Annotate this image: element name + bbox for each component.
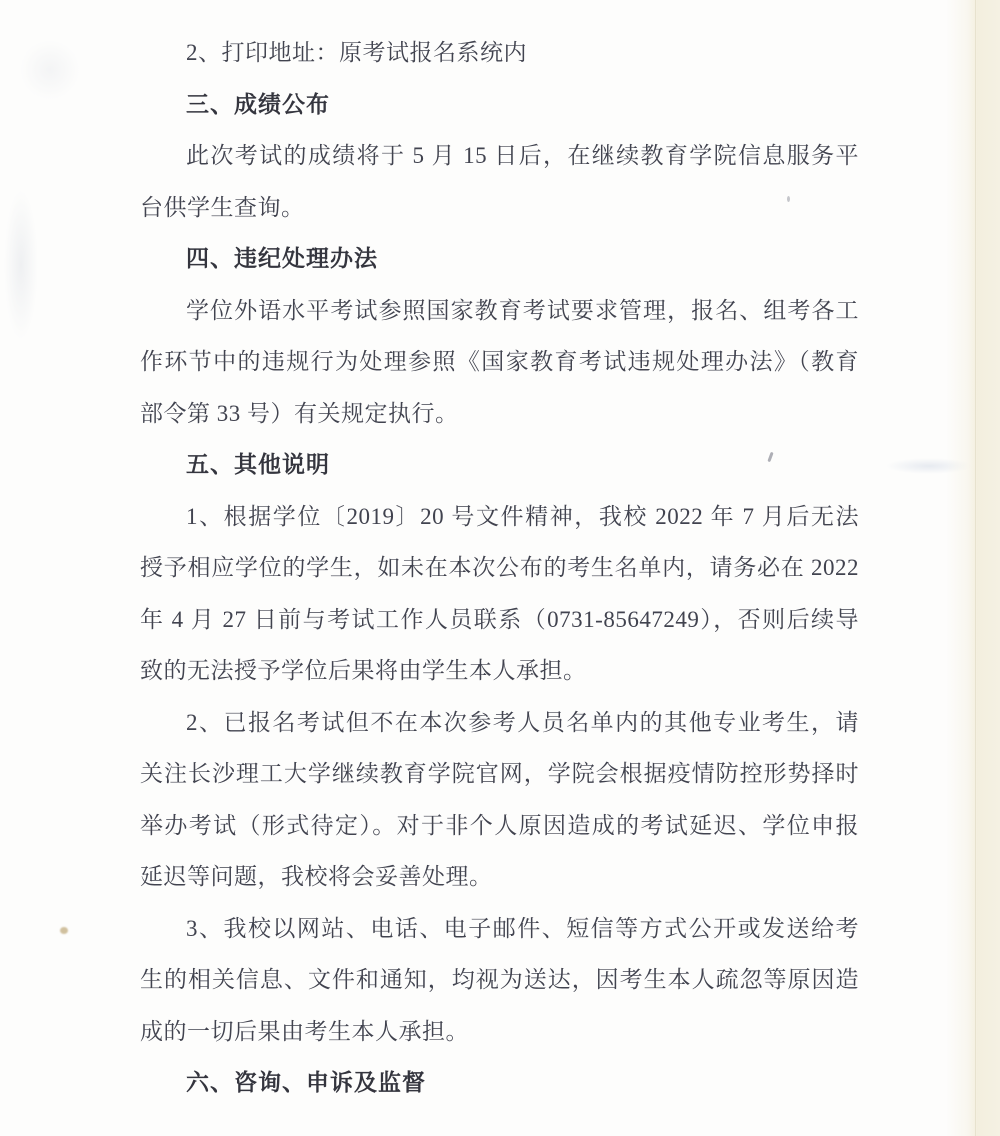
- text-line: 台供学生查询。: [140, 194, 305, 220]
- text-line: 部令第 33 号）有关规定执行。: [140, 400, 459, 426]
- text-line: 2、打印地址：原考试报名系统内: [186, 40, 527, 65]
- paper-edge: [946, 0, 1000, 1136]
- document-text: [140, 27, 859, 1109]
- text-line: 1、根据学位〔2019〕20 号文件精神，我校 2022 年 7 月后无法: [186, 503, 860, 529]
- text-line: 作环节中的违规行为处理参照《国家教育考试违规处理办法》（教育: [140, 349, 859, 374]
- text-line: 3、我校以网站、电话、电子邮件、短信等方式公开或发送给考: [186, 915, 859, 941]
- scan-speck: [60, 927, 68, 934]
- text-line: 关注长沙理工大学继续教育学院官网，学院会根据疫情防控形势择时: [140, 761, 859, 786]
- text-line: 此次考试的成绩将于 5 月 15 日后，在继续教育学院信息服务平: [186, 143, 859, 168]
- section-heading: 六、咨询、申诉及监督: [186, 1070, 426, 1095]
- scan-smudge: [20, 40, 80, 100]
- section-heading: 三、成绩公布: [186, 91, 330, 117]
- text-line: 致的无法授予学位后果将由学生本人承担。: [140, 658, 587, 683]
- text-line: 学位外语水平考试参照国家教育考试要求管理，报名、组考各工: [186, 297, 859, 323]
- text-line: 生的相关信息、文件和通知，均视为送达，因考生本人疏忽等原因造: [140, 967, 859, 992]
- text-line: 延迟等问题，我校将会妥善处理。: [140, 864, 493, 889]
- text-line: 成的一切后果由考生本人承担。: [140, 1018, 469, 1044]
- section-heading: 四、违纪处理办法: [186, 246, 378, 271]
- section-heading: 五、其他说明: [186, 452, 330, 477]
- scan-smudge: [4, 190, 38, 340]
- text-line: 授予相应学位的学生，如未在本次公布的考生名单内，请务必在 2022: [140, 555, 859, 580]
- text-line: 年 4 月 27 日前与考试工作人员联系（0731-85647249），否则后续导: [140, 606, 859, 632]
- text-line: 2、已报名考试但不在本次参考人员名单内的其他专业考生，请: [186, 709, 859, 735]
- text-line: 举办考试（形式待定）。对于非个人原因造成的考试延迟、学位申报: [140, 812, 859, 838]
